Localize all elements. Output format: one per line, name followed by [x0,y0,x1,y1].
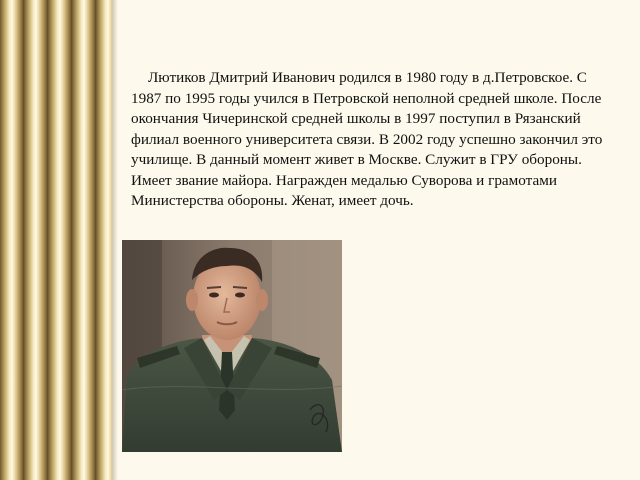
gold-curtain-decoration [0,0,112,480]
biography-text: Лютиков Дмитрий Иванович родился в 1980 году в д.Петровское. С 1987 по 1995 годы учился в Петровской неполной средней школе. После окончания Чичеринской средней школы в 1997 поступил в Рязанский филиал военного университета связи. В 2002 году успешно закончил это училище. В данный момент живет в Москве. Служит в ГРУ обороны. Имеет звание майора. Награжден медалью Суворова и грамотами Министерства обороны. Женат, имеет дочь. [131,69,603,209]
portrait-photo [122,240,342,452]
